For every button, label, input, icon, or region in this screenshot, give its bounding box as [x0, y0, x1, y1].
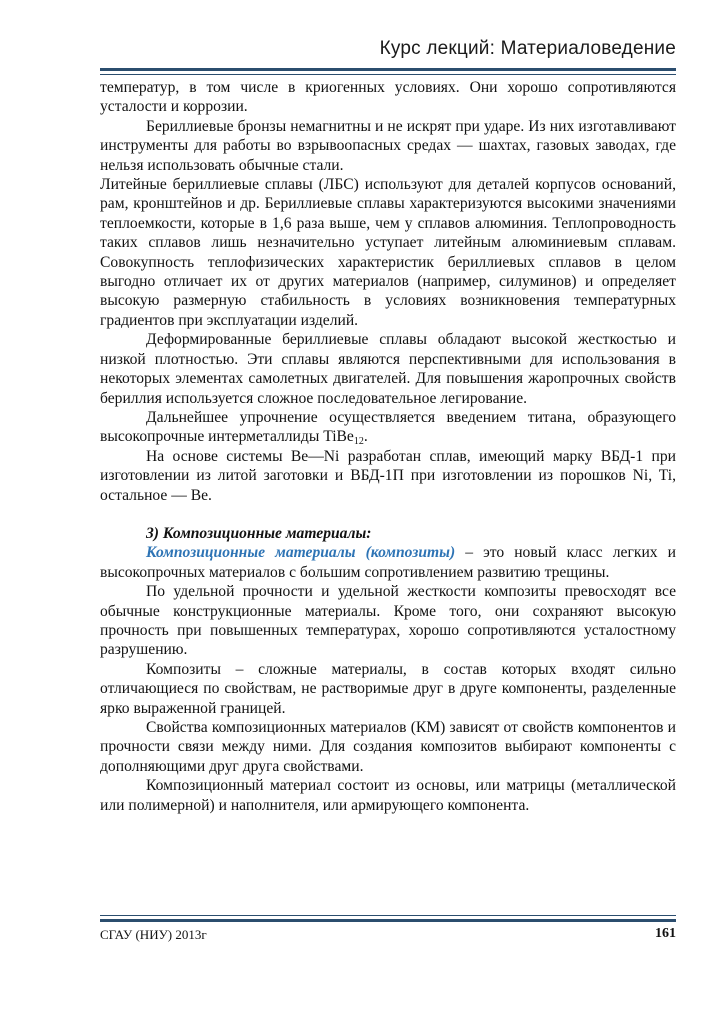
paragraph: По удельной прочности и удельной жесткости композиты превосходят все обычные конструкционные материалы. Кроме того, они сохраняют высокую прочность при повышенных температурах, хорошо сопротивляются усталостному разрушению. — [100, 583, 676, 659]
header-rule — [100, 68, 676, 75]
paragraph-end: . — [363, 428, 368, 446]
subscript: 12 — [353, 436, 364, 448]
page-header-title: Курс лекций: Материаловедение — [379, 38, 676, 59]
section-heading: 3) Композиционные материалы: — [146, 524, 372, 542]
document-body — [100, 78, 676, 815]
page-number: 161 — [655, 926, 676, 941]
paragraph: Свойства композиционных материалов (КМ) зависят от свойств компонентов и прочности связи между ними. Для создания композитов выбирают компоненты с дополняющими друг друга свойствами. — [100, 719, 676, 775]
paragraph: На основе системы Be—Ni разработан сплав, имеющий марку ВБД-1 при изготовлении из литой заготовки и ВБД-1П при изготовлении из порошков Ni, Ti, остальное — Be. — [100, 447, 676, 504]
paragraph: Деформированные бериллиевые сплавы обладают высокой жесткостью и низкой плотностью. Эти сплавы являются перспективными для использования в некоторых элементах самолетных двигателей. Для повышения жаропрочных свойств бериллия используется сложное последовательное легирование. — [100, 331, 676, 407]
paragraph: Литейные бериллиевые сплавы (ЛБС) используют для деталей корпусов оснований, рам, кронштейнов и др. Бериллиевые сплавы характеризуются высокими значениями теплоемкости, которые в 1,6 раза выше, чем у сплавов алюминия. Теплопроводность таких сплавов лишь незначительно уступает литейным алюминиевым сплавам. Совокупность теплофизических характеристик бериллиевых сплавов в целом выгодно отличает их от других материалов (например, силуминов) и определяет высокую размерную стабильность в условиях возникновения температурных градиентов при эксплуатации изделий. — [100, 176, 676, 329]
footer-rule — [100, 915, 676, 922]
paragraph — [100, 408, 676, 447]
paragraph: температур, в том числе в криогенных условиях. Они хорошо сопротивляются усталости и коррозии. — [100, 79, 676, 116]
footer-label: СГАУ (НИУ) 2013г — [100, 927, 207, 942]
term-highlight: Композиционные материалы (композиты) — [146, 544, 456, 562]
paragraph: Композиционный материал состоит из основы, или матрицы (металлической или полимерной) и наполнителя, или армирующего компонента. — [100, 777, 676, 814]
paragraph: Бериллиевые бронзы немагнитны и не искрят при ударе. Из них изготавливают инструменты для работы во взрывоопасных средах — шахтах, газовых заводах, где нельзя использовать обычные стали. — [100, 117, 676, 174]
paragraph — [100, 543, 676, 582]
paragraph-text: – это новый класс легких и высокопрочных материалов с большим сопротивлением развитию трещины. — [100, 544, 676, 581]
paragraph-text: Дальнейшее упрочнение осуществляется введением титана, образующего высокопрочные интерметаллиды TiBe — [100, 408, 676, 446]
paragraph: Композиты – сложные материалы, в состав которых входят сильно отличающиеся по свойствам, не растворимые друг в друге компоненты, разделенные ярко выраженной границей. — [100, 660, 676, 717]
